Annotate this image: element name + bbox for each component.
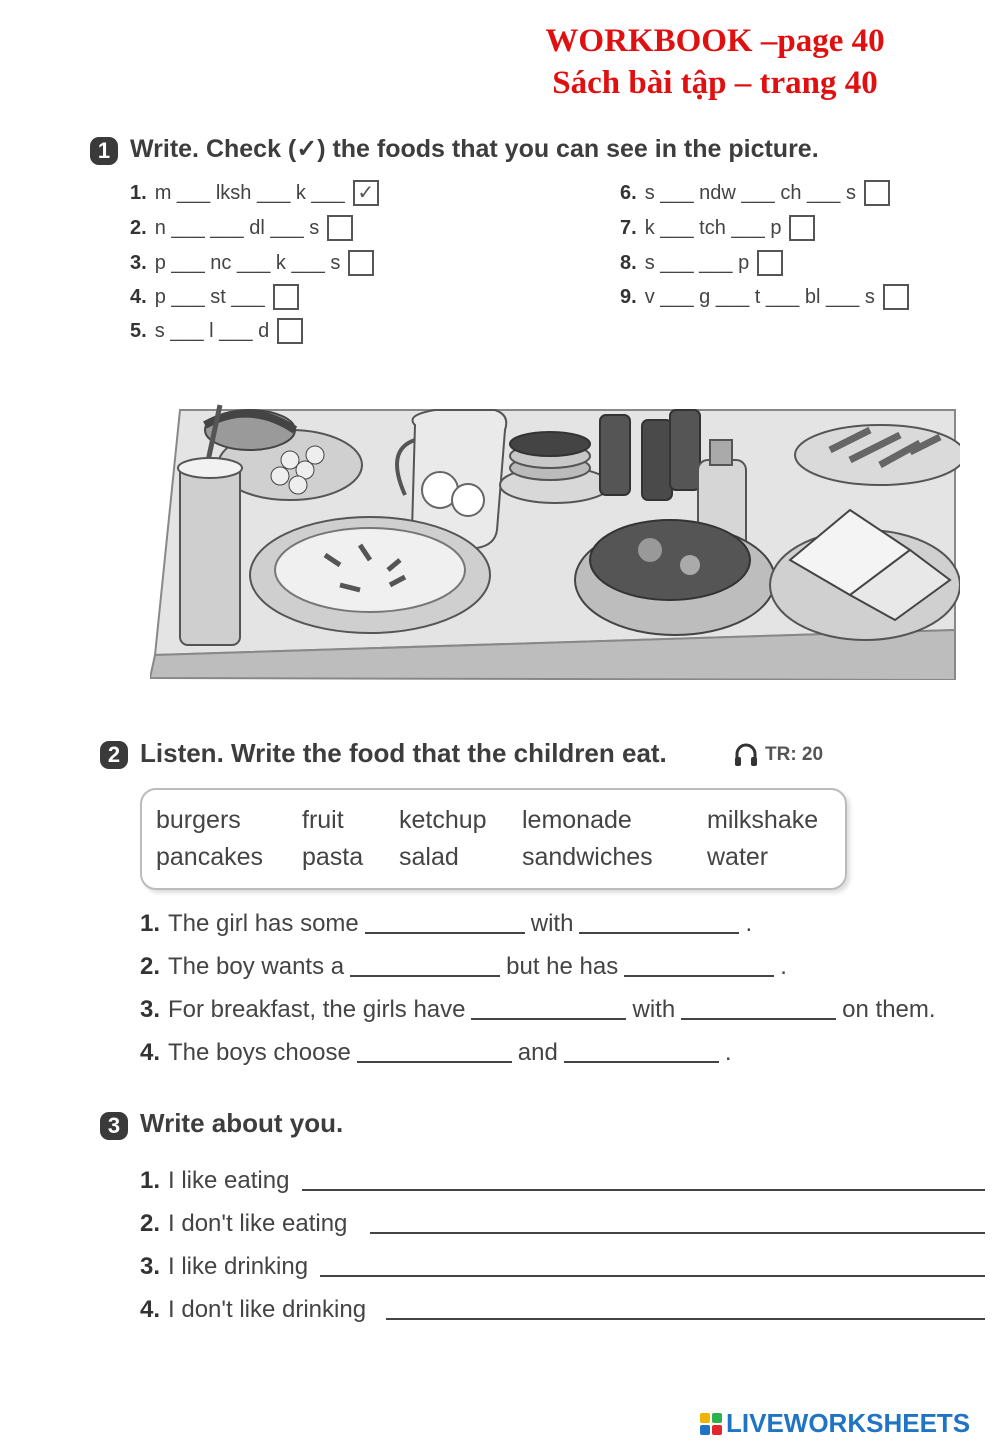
food-table-illustration bbox=[150, 380, 960, 680]
pasta-plate bbox=[250, 517, 490, 633]
item-text: k ___ tch ___ p bbox=[644, 216, 782, 239]
sentence-number: 3. bbox=[140, 996, 161, 1023]
answer-blank[interactable] bbox=[564, 1061, 719, 1063]
sentence-part-b: with bbox=[530, 910, 574, 937]
item-checkbox[interactable] bbox=[883, 284, 909, 310]
answer-blank[interactable] bbox=[624, 975, 774, 977]
line-number: 3. bbox=[140, 1253, 161, 1280]
s1-item-1 bbox=[130, 180, 379, 206]
s1-item-3 bbox=[130, 250, 374, 276]
item-checkbox[interactable] bbox=[327, 215, 353, 241]
line-number: 4. bbox=[140, 1296, 161, 1323]
line-text: I like eating bbox=[168, 1167, 290, 1194]
section-3-title: Write about you. bbox=[140, 1108, 344, 1138]
answer-blank[interactable] bbox=[365, 932, 525, 934]
section-1-badge: 1 bbox=[90, 137, 118, 165]
answer-blank[interactable] bbox=[471, 1018, 626, 1020]
sentence-part-b: but he has bbox=[506, 953, 619, 980]
s2-sentence-1 bbox=[140, 910, 752, 938]
s1-item-4 bbox=[130, 284, 299, 310]
page-header bbox=[470, 20, 960, 104]
item-text: s ___ ___ p bbox=[644, 251, 750, 274]
answer-blank[interactable] bbox=[350, 975, 500, 977]
item-number: 4. bbox=[130, 285, 147, 308]
item-number: 2. bbox=[130, 216, 147, 239]
item-number: 6. bbox=[620, 181, 637, 204]
item-checkbox[interactable] bbox=[789, 215, 815, 241]
line-text: I don't like drinking bbox=[168, 1296, 367, 1323]
item-number: 5. bbox=[130, 319, 147, 342]
headphones-icon bbox=[733, 742, 759, 768]
section-3-badge: 3 bbox=[100, 1112, 128, 1140]
sentence-number: 2. bbox=[140, 953, 161, 980]
s3-line-3 bbox=[140, 1253, 308, 1281]
sentence-part-c: . bbox=[745, 910, 753, 937]
s1-item-6 bbox=[620, 180, 890, 206]
s3-line-2 bbox=[140, 1210, 347, 1238]
line-number: 2. bbox=[140, 1210, 161, 1237]
word-item: water bbox=[707, 843, 769, 871]
item-number: 1. bbox=[130, 181, 147, 204]
sentence-part-c: . bbox=[724, 1039, 732, 1066]
header-line-1: WORKBOOK –page 40 bbox=[545, 23, 885, 59]
answer-line[interactable] bbox=[320, 1275, 985, 1277]
item-checkbox[interactable] bbox=[864, 180, 890, 206]
item-text: v ___ g ___ t ___ bl ___ s bbox=[644, 285, 875, 308]
logo-text: LIVEWORKSHEETS bbox=[726, 1408, 971, 1438]
word-item: pancakes bbox=[156, 843, 264, 871]
header-line-2: Sách bài tập – trang 40 bbox=[552, 65, 878, 101]
sentence-number: 1. bbox=[140, 910, 161, 937]
item-checkbox[interactable] bbox=[348, 250, 374, 276]
s1-item-8 bbox=[620, 250, 783, 276]
word-item: pasta bbox=[302, 843, 364, 871]
item-text: s ___ l ___ d bbox=[154, 319, 270, 342]
s1-item-2 bbox=[130, 215, 353, 241]
item-number: 7. bbox=[620, 216, 637, 239]
word-item: ketchup bbox=[399, 806, 487, 834]
s2-sentence-2 bbox=[140, 953, 787, 981]
sentence-part-b: and bbox=[517, 1039, 558, 1066]
word-item: sandwiches bbox=[522, 843, 653, 871]
answer-blank[interactable] bbox=[579, 932, 739, 934]
word-item: milkshake bbox=[707, 806, 819, 834]
sentence-part-c: . bbox=[780, 953, 787, 980]
fries-plate bbox=[795, 425, 960, 485]
item-text: p ___ st ___ bbox=[154, 285, 265, 308]
word-box bbox=[140, 788, 847, 890]
logo-icon bbox=[700, 1413, 722, 1435]
item-text: s ___ ndw ___ ch ___ s bbox=[644, 181, 856, 204]
section-2-badge: 2 bbox=[100, 741, 128, 769]
answer-line[interactable] bbox=[370, 1232, 985, 1234]
word-item: lemonade bbox=[522, 806, 632, 834]
sentence-part-a: For breakfast, the girls have bbox=[168, 996, 466, 1023]
answer-line[interactable] bbox=[302, 1189, 985, 1191]
sentence-part-b: with bbox=[632, 996, 676, 1023]
answer-blank[interactable] bbox=[357, 1061, 512, 1063]
sentence-part-a: The girl has some bbox=[168, 910, 359, 937]
item-text: p ___ nc ___ k ___ s bbox=[154, 251, 341, 274]
item-checkbox[interactable] bbox=[757, 250, 783, 276]
ketchup-bottles bbox=[600, 410, 700, 500]
track-label bbox=[733, 742, 823, 768]
word-item: salad bbox=[399, 843, 459, 871]
s3-line-1 bbox=[140, 1167, 289, 1195]
s1-item-9 bbox=[620, 284, 909, 310]
item-checkbox[interactable] bbox=[273, 284, 299, 310]
line-number: 1. bbox=[140, 1167, 161, 1194]
s1-item-5 bbox=[130, 318, 303, 344]
answer-line[interactable] bbox=[386, 1318, 985, 1320]
item-number: 3. bbox=[130, 251, 147, 274]
s2-sentence-4 bbox=[140, 1039, 732, 1067]
track-number: TR: 20 bbox=[765, 744, 824, 765]
item-checkbox[interactable] bbox=[277, 318, 303, 344]
item-number: 9. bbox=[620, 285, 637, 308]
s2-sentence-3 bbox=[140, 996, 936, 1024]
item-number: 8. bbox=[620, 251, 637, 274]
s1-item-7 bbox=[620, 215, 815, 241]
answer-blank[interactable] bbox=[681, 1018, 836, 1020]
section-2-title: Listen. Write the food that the children eat. bbox=[140, 738, 667, 768]
s3-line-4 bbox=[140, 1296, 366, 1324]
item-checkbox[interactable]: ✓ bbox=[353, 180, 379, 206]
sentence-part-a: The boys choose bbox=[168, 1039, 351, 1066]
word-item: fruit bbox=[302, 806, 344, 834]
liveworksheets-logo bbox=[700, 1408, 970, 1439]
item-text: m ___ lksh ___ k ___ bbox=[154, 181, 345, 204]
sentence-part-c: on them. bbox=[842, 996, 936, 1023]
line-text: I don't like eating bbox=[168, 1210, 348, 1237]
sentence-number: 4. bbox=[140, 1039, 161, 1066]
section-1-title: Write. Check (✓) the foods that you can see in the picture. bbox=[130, 135, 819, 163]
word-item: burgers bbox=[156, 806, 241, 834]
item-text: n ___ ___ dl ___ s bbox=[154, 216, 320, 239]
sentence-part-a: The boy wants a bbox=[168, 953, 345, 980]
line-text: I like drinking bbox=[168, 1253, 309, 1280]
